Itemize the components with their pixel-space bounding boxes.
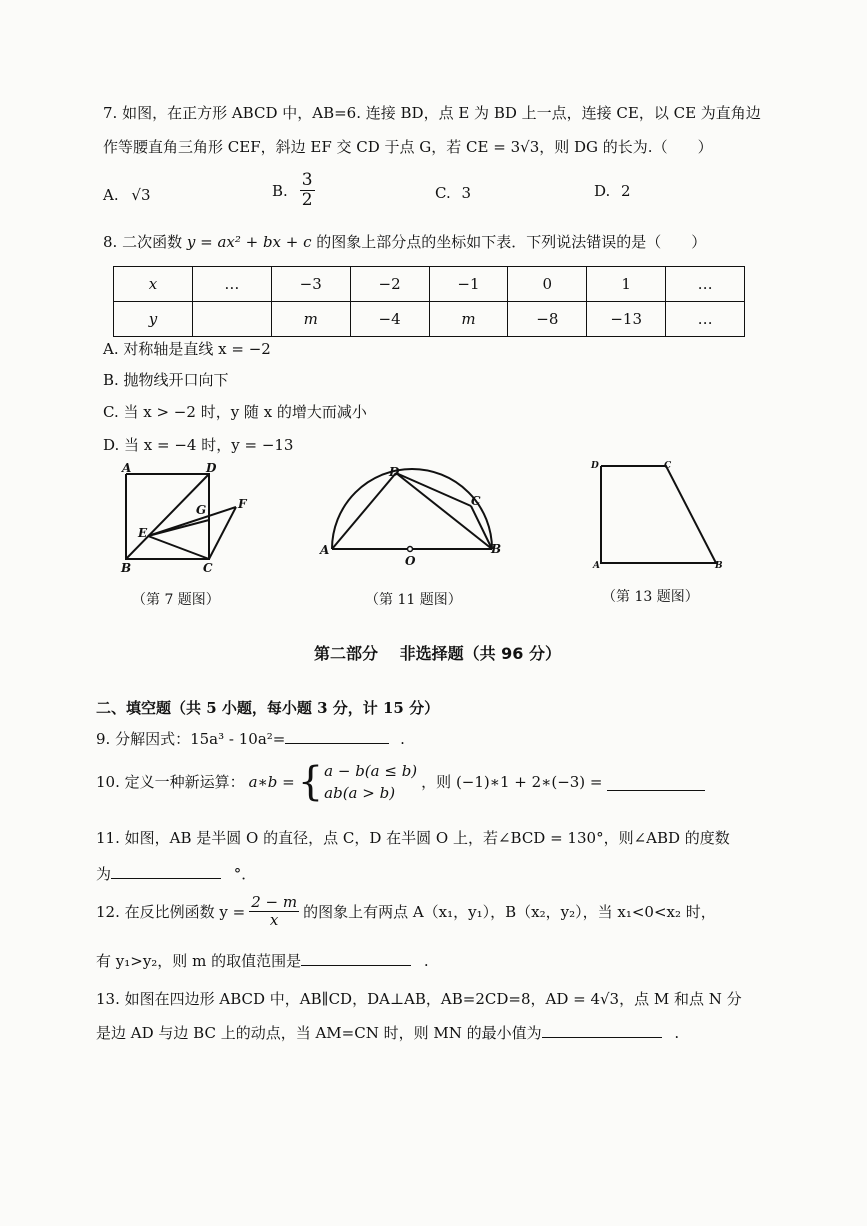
- figure-13: [585, 455, 725, 575]
- fig7-label: E: [138, 526, 148, 540]
- table-cell: m: [271, 302, 350, 337]
- q13-line1-b: ，点 M 和点 N 分: [619, 990, 742, 1008]
- fig7-label: B: [121, 561, 132, 575]
- section2-title: 二、填空题（共 5 小题，每小题 3 分，计 15 分）: [96, 699, 440, 717]
- q9: [96, 728, 405, 750]
- q11-line2: [96, 863, 256, 885]
- fig13-label: D: [591, 461, 599, 471]
- answer-blank[interactable]: [111, 876, 221, 879]
- q13-line1-a: 13. 如图在四边形 ABCD 中，AB∥CD，DA⊥AB，AB=2CD=8，AD = 4: [96, 990, 600, 1008]
- table-cell: …: [666, 302, 745, 337]
- fig11-caption: （第 11 题图）: [365, 592, 462, 608]
- q9-end: .: [400, 730, 405, 748]
- chord-db: [396, 473, 492, 549]
- q12-b: 的图象上有两点 A（x₁，y₁），B（x₂，y₂），当 x₁<0<x₂ 时，: [303, 903, 716, 921]
- q10-case1: a − b(a ≤ b): [324, 762, 418, 780]
- fig13-label: B: [715, 561, 723, 571]
- fig13-caption: （第 13 题图）: [602, 589, 699, 605]
- q8-option-c: C. 当 x > −2 时，y 随 x 的增大而减小: [103, 403, 367, 421]
- fig13-label: C: [664, 461, 672, 471]
- q8-value-table: [113, 266, 745, 337]
- q13-line1: [96, 988, 742, 1010]
- q7-line2-sqrt: √3: [520, 138, 540, 156]
- table-cell: −1: [429, 267, 508, 302]
- q7-line2-b: ，则 DG 的长为.（ ）: [539, 138, 713, 156]
- table-cell: y: [114, 302, 193, 337]
- fig7-label: D: [206, 462, 217, 475]
- option-a-value: √3: [131, 186, 151, 204]
- q12-fraction: [249, 895, 299, 928]
- fig11-label: A: [320, 543, 330, 557]
- fig11-label: D: [389, 465, 400, 479]
- fig7-label: F: [238, 497, 247, 511]
- q8-stem-a: 8. 二次函数: [103, 233, 187, 251]
- q7-option-d: [594, 182, 631, 200]
- q10: [96, 760, 705, 804]
- fig13-label: A: [593, 561, 600, 571]
- part2-title: 第二部分 非选择题（共 96 分）: [314, 644, 561, 663]
- q7-line2: [103, 136, 713, 158]
- q12-a: 12. 在反比例函数 y =: [96, 903, 246, 921]
- option-c-label: C.: [435, 184, 451, 202]
- q13-line1-sqrt: √3: [600, 990, 620, 1008]
- table-row-y: [114, 302, 745, 337]
- q13-end: .: [674, 1024, 680, 1042]
- q8-option-a: A. 对称轴是直线 x = −2: [103, 340, 271, 358]
- fig7-caption: （第 7 题图）: [132, 592, 220, 608]
- q10-cases: [324, 760, 417, 804]
- answer-blank[interactable]: [285, 741, 389, 744]
- option-c-value: 3: [461, 184, 472, 202]
- fig7-label: G: [196, 503, 207, 517]
- brace-icon: {: [297, 759, 324, 805]
- table-cell: x: [114, 267, 193, 302]
- q8-formula: y = ax² + bx + c: [186, 233, 312, 251]
- fig11-label: O: [405, 554, 416, 568]
- q13-line2: [96, 1022, 679, 1044]
- answer-blank[interactable]: [542, 1035, 662, 1038]
- q8-stem-b: 的图象上部分点的坐标如下表．下列说法错误的是（ ）: [311, 233, 707, 251]
- answer-blank[interactable]: [301, 963, 411, 966]
- q8-option-d: D. 当 x = −4 时，y = −13: [103, 436, 294, 454]
- option-a-label: A.: [103, 186, 119, 204]
- fraction-denominator: x: [269, 911, 279, 929]
- fig11-label: B: [491, 542, 502, 556]
- q7-option-b: [272, 172, 315, 209]
- q7-option-a: [103, 186, 151, 204]
- figure-11: [318, 462, 508, 572]
- segment-ec: [148, 536, 209, 559]
- q9-text: 9. 分解因式：15a³ - 10a²=: [96, 730, 286, 748]
- q11-line2-b: °．: [233, 865, 257, 883]
- table-cell: 1: [587, 267, 666, 302]
- q8-stem: [103, 231, 706, 253]
- table-cell: …: [666, 267, 745, 302]
- q12-line2-text: 有 y₁>y₂，则 m 的取值范围是: [96, 952, 302, 970]
- table-cell: −2: [350, 267, 429, 302]
- table-cell: [192, 302, 271, 337]
- q11-line2-a: 为: [96, 865, 112, 883]
- table-cell: m: [429, 302, 508, 337]
- fig11-label: C: [471, 494, 481, 508]
- fraction-numerator: 2 − m: [251, 893, 298, 911]
- table-cell: …: [192, 267, 271, 302]
- fig7-label: C: [203, 561, 213, 575]
- q7-line1: 7. 如图，在正方形 ABCD 中，AB=6. 连接 BD，点 E 为 BD 上一点，连接 CE，以 CE 为直角边: [103, 104, 761, 122]
- option-b-fraction: [300, 172, 315, 209]
- table-cell: 0: [508, 267, 587, 302]
- table-cell: −13: [587, 302, 666, 337]
- option-d-value: 2: [621, 182, 631, 200]
- fraction-numerator: 3: [301, 170, 313, 190]
- q10-lhs: a∗b =: [248, 773, 295, 791]
- q12-end: .: [423, 952, 429, 970]
- q10-mid: ，则 (−1)∗1 + 2∗(−3) =: [421, 773, 603, 791]
- fraction-denominator: 2: [301, 190, 313, 210]
- q10-case2: ab(a > b): [324, 784, 396, 802]
- trapezoid-abcd: [601, 466, 716, 563]
- fig7-label: A: [122, 462, 132, 475]
- figure-7: [110, 462, 260, 582]
- table-cell: −4: [350, 302, 429, 337]
- option-d-label: D.: [594, 182, 611, 200]
- q7-line2-a: 作等腰直角三角形 CEF，斜边 EF 交 CD 于点 G，若 CE = 3: [103, 138, 521, 156]
- table-cell: −3: [271, 267, 350, 302]
- q8-option-b: B. 抛物线开口向下: [103, 371, 229, 389]
- table-row-x: [114, 267, 745, 302]
- q7-option-c: [435, 184, 471, 202]
- answer-blank[interactable]: [607, 788, 705, 791]
- chord-dc: [396, 473, 471, 506]
- q12-line1: [96, 895, 716, 928]
- center-point: [408, 547, 413, 552]
- q10-prefix: 10. 定义一种新运算：: [96, 773, 245, 791]
- q12-line2: [96, 950, 429, 972]
- table-cell: −8: [508, 302, 587, 337]
- q13-line2-text: 是边 AD 与边 BC 上的动点，当 AM=CN 时，则 MN 的最小值为: [96, 1024, 542, 1042]
- q11-line1: 11. 如图，AB 是半圆 O 的直径，点 C，D 在半圆 O 上，若∠BCD = 130°，则∠ABD 的度数: [96, 829, 730, 847]
- option-b-label: B.: [272, 181, 288, 200]
